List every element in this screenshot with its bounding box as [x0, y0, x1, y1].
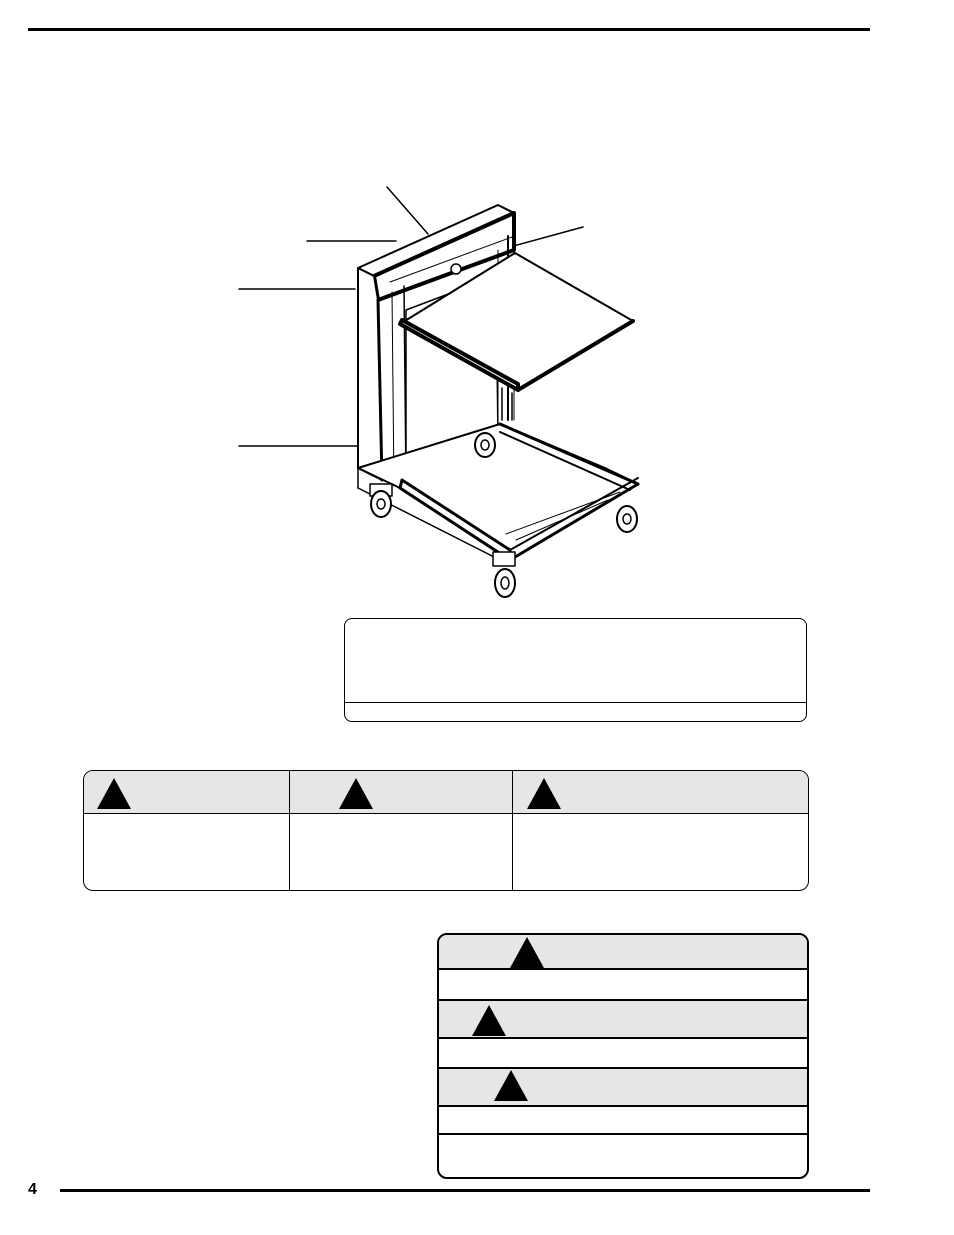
hazard-table-header: [84, 771, 808, 814]
warning-triangle-icon: [494, 1070, 528, 1101]
specification-box: [344, 618, 807, 722]
warning-triangle-icon: [339, 778, 373, 809]
column-divider: [289, 771, 290, 890]
warning-triangle-icon: [472, 1005, 506, 1036]
warning-triangle-icon: [510, 937, 544, 968]
caster-front-right: [493, 552, 515, 597]
caster-rear-right: [617, 506, 637, 532]
caster-rear-left: [475, 433, 495, 457]
column-divider: [512, 771, 513, 890]
signal-word-box: [437, 933, 809, 1179]
page-number: 4: [28, 1181, 37, 1198]
bottom-rule: [60, 1189, 870, 1192]
caster-front-left: [370, 484, 392, 517]
row-divider: [439, 1133, 807, 1135]
hazard-table: [83, 770, 809, 891]
specification-box-body: [345, 619, 806, 703]
warning-triangle-icon: [527, 778, 561, 809]
leader-line-1: [387, 187, 428, 234]
signal-band-1: [439, 935, 807, 970]
warning-triangle-icon: [97, 778, 131, 809]
